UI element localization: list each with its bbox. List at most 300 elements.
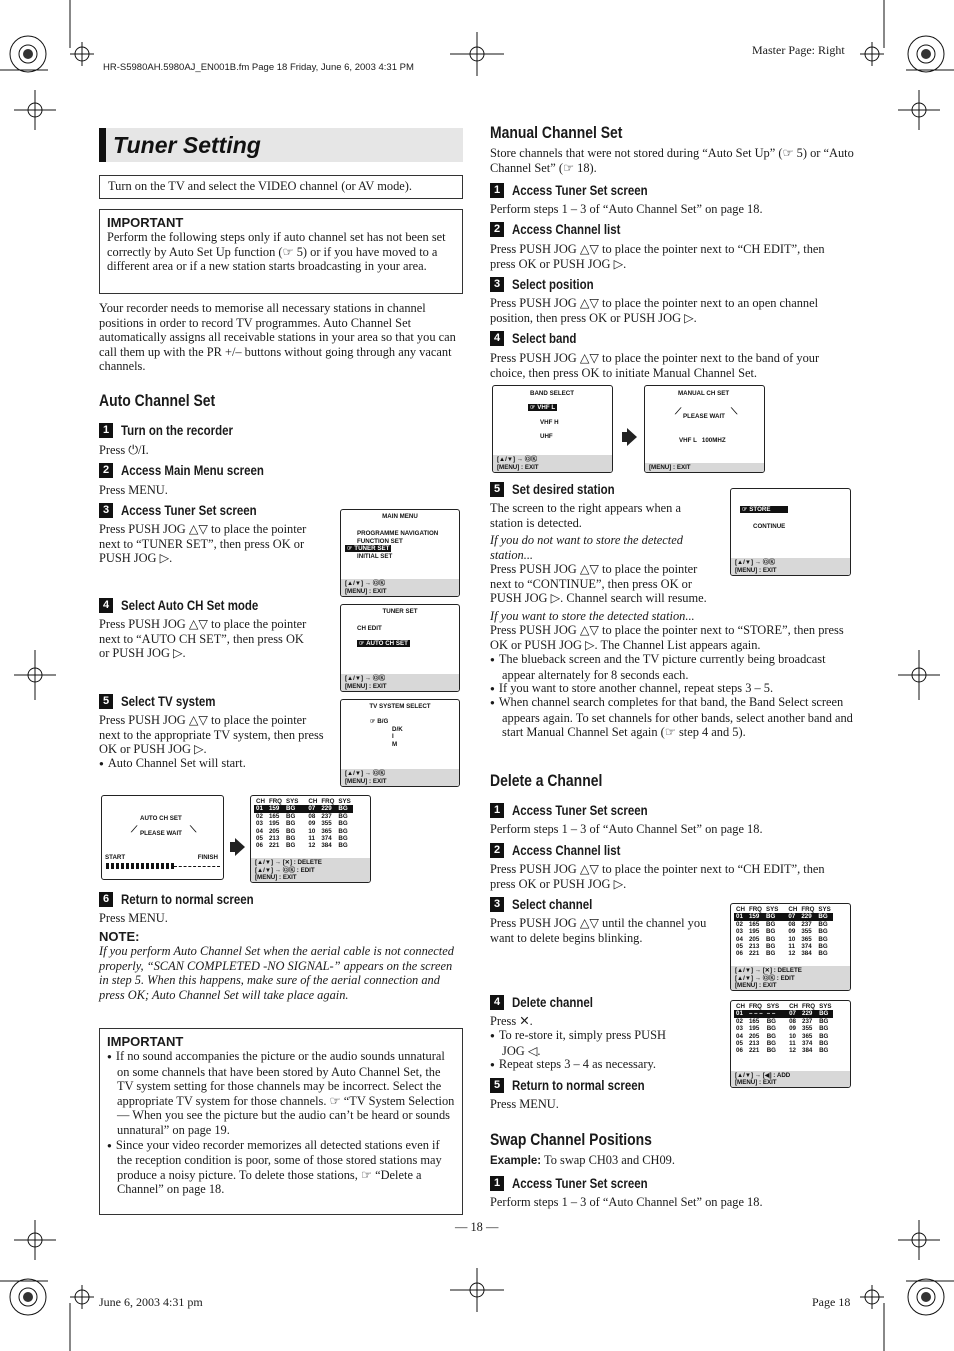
- continue-option: CONTINUE: [753, 523, 786, 530]
- table-cell: 355: [802, 1025, 813, 1033]
- table-cell: 02: [736, 920, 743, 928]
- table-cell: 237: [321, 812, 332, 820]
- pointer-icon: ☞: [742, 506, 748, 513]
- note-text: If you perform Auto Channel Set when the aerial cable is not connected properly, “SCAN COMPLETED -NO SIGNAL-” appears on the screen in step 5. When this happens, make sure of the aerial connection and press OK; Auto Channel Set will take place again.: [99, 944, 454, 1002]
- delete-step-3-title: [490, 897, 607, 913]
- table-row: [734, 913, 833, 920]
- store-option: STORE: [749, 506, 771, 513]
- menu-item-auto-ch-set: AUTO CH SET: [366, 639, 408, 647]
- table-row: [734, 1010, 833, 1017]
- table-cell: 384: [321, 842, 332, 850]
- table-cell: – – –: [748, 1010, 763, 1018]
- table-cell: BG: [766, 1017, 776, 1025]
- menu-item-function-set: FUNCTION SET: [357, 537, 403, 545]
- band-vhf-h: VHF H: [540, 418, 559, 426]
- pointer-icon: ☞: [530, 404, 536, 411]
- step-label: Delete channel: [512, 995, 594, 1010]
- step-number: 4: [490, 331, 504, 346]
- band-uhf: UHF: [540, 433, 553, 440]
- manual-channel-set-heading: Manual Channel Set: [490, 123, 623, 142]
- manual-step-2-text: Press PUSH JOG △▽ to place the pointer next to “CH EDIT”, then press OK or PUSH JOG ▷.: [490, 242, 825, 271]
- col-ch: CH: [256, 798, 265, 805]
- progress-bar: [106, 863, 220, 869]
- auto-ch-set-screen: [101, 795, 224, 880]
- table-row: [254, 820, 353, 827]
- table-cell: 221: [268, 842, 280, 850]
- delete-step-2-text: Press PUSH JOG △▽ to place the pointer next to “CH EDIT”, then press OK or PUSH JOG ▷.: [490, 862, 825, 891]
- menu-item-ch-edit: CH EDIT: [357, 625, 382, 632]
- table-cell: 07: [300, 805, 319, 812]
- table-cell: BG: [338, 827, 348, 835]
- delete-step-3-text: Press PUSH JOG △▽ until the channel you want to delete begins blinking.: [490, 916, 707, 945]
- table-cell: 06: [256, 842, 263, 850]
- auto-step-3-title: [99, 503, 281, 519]
- table-cell: 365: [801, 935, 812, 943]
- screen-foot-nav: [▲/▼] → ⓄⓀ: [345, 770, 386, 777]
- table-cell: BG: [766, 1032, 776, 1040]
- auto-step-5-title: [99, 694, 232, 710]
- screen-title: TV SYSTEM SELECT: [369, 703, 431, 710]
- tv-system-select-screen: [340, 699, 460, 787]
- col-sys: SYS: [819, 1003, 832, 1010]
- important-box-2: [99, 1028, 463, 1215]
- table-cell: 365: [802, 1032, 813, 1040]
- table-cell: BG: [819, 1032, 829, 1040]
- table-cell: BG: [766, 1047, 776, 1055]
- table-cell: 03: [736, 1025, 743, 1033]
- page-number: — 18 —: [455, 1220, 499, 1234]
- table-cell: BG: [766, 935, 776, 943]
- step-label: Select band: [512, 331, 577, 346]
- swap-example: [490, 1153, 675, 1169]
- manual-step-1-title: [490, 183, 672, 199]
- manual-step-4-text: Press PUSH JOG △▽ to place the pointer next to the band of your choice, then press OK to initiate Manual Channel Set.: [490, 351, 820, 380]
- table-cell: 04: [256, 827, 263, 835]
- table-cell: BG: [766, 920, 776, 928]
- table-row: [734, 1033, 833, 1040]
- table-cell: 195: [748, 928, 760, 936]
- table-cell: 159: [267, 805, 284, 812]
- intro-box: [99, 175, 463, 199]
- channel-table-body: [734, 1010, 833, 1054]
- manual-step-2-title: [490, 222, 640, 238]
- table-cell: 384: [802, 1047, 813, 1055]
- table-cell: 229: [800, 1010, 817, 1017]
- channel-table-body: [254, 805, 353, 849]
- col-frq: FRQ: [748, 1003, 762, 1010]
- table-cell: 374: [801, 943, 812, 951]
- channel-table: [734, 906, 833, 958]
- table-cell: 10: [788, 935, 796, 943]
- table-cell: 165: [748, 920, 760, 928]
- step-label: Access Main Menu screen: [121, 463, 264, 478]
- table-cell: 04: [736, 935, 743, 943]
- table-cell: 195: [748, 1025, 760, 1033]
- step-label: Set desired station: [512, 482, 615, 497]
- table-cell: 07: [780, 913, 799, 920]
- delete-step-5-title: [490, 1078, 668, 1094]
- step-number: 3: [490, 897, 504, 912]
- table-cell: 384: [801, 950, 812, 958]
- screen-title: MAIN MENU: [382, 513, 418, 520]
- table-cell: 05: [736, 943, 743, 951]
- step-number: 2: [490, 843, 504, 858]
- table-cell: 03: [736, 928, 743, 936]
- screen-foot-exit: [MENU] : EXIT: [735, 1078, 777, 1086]
- table-cell: BG: [338, 842, 348, 850]
- table-cell: 374: [802, 1040, 813, 1048]
- step-number: 1: [490, 803, 504, 818]
- section-title-banner: [99, 128, 463, 162]
- screen-title: TUNER SET: [382, 608, 418, 615]
- delete-step-1-title: [490, 803, 672, 819]
- table-cell: BG: [286, 812, 296, 820]
- step-label: Access Tuner Set screen: [121, 503, 257, 518]
- table-cell: 12: [308, 842, 316, 850]
- table-cell: BG: [286, 842, 296, 850]
- table-cell: 355: [801, 928, 812, 936]
- table-row: [734, 928, 833, 935]
- table-row: [734, 936, 833, 943]
- pointer-icon: ☞: [370, 718, 376, 725]
- table-cell: BG: [818, 928, 828, 936]
- if-store-text: Press PUSH JOG △▽ to place the pointer next to “STORE”, then press OK or PUSH JOG ▷. The Channel List appears again.: [490, 623, 844, 652]
- table-row: [734, 1025, 833, 1032]
- manual-step-5-title: [490, 482, 633, 498]
- screen-foot-edit: [▲/▼] → ⓄⓀ : EDIT: [735, 974, 795, 982]
- table-cell: 09: [788, 928, 796, 936]
- step-label: Access Channel list: [512, 222, 621, 237]
- step-label: Access Tuner Set screen: [512, 803, 648, 818]
- screen-foot-nav: [▲/▼] → ⓄⓀ: [345, 580, 386, 587]
- tv-system-m: M: [392, 740, 398, 748]
- table-row: [254, 842, 353, 849]
- delete-step-4-title: [490, 995, 607, 1011]
- footer-date: June 6, 2003 4:31 pm: [99, 1295, 203, 1309]
- table-cell: 11: [308, 835, 315, 843]
- col-frq: FRQ: [748, 906, 762, 913]
- screen-foot-exit: [MENU] : EXIT: [345, 682, 387, 690]
- table-cell: 05: [256, 835, 263, 843]
- page-title: Tuner Setting: [113, 132, 261, 158]
- step-label: Access Tuner Set screen: [512, 183, 648, 198]
- table-cell: 05: [736, 1040, 743, 1048]
- delete-step-2-title: [490, 843, 640, 859]
- tv-system-bg: B/G: [377, 718, 389, 725]
- swap-step-1-text: Perform steps 1 – 3 of “Auto Channel Set” on page 18.: [490, 1195, 763, 1209]
- table-cell: 237: [801, 920, 812, 928]
- arrow-right-icon: [627, 428, 637, 446]
- screen-foot-exit: [MENU] : EXIT: [255, 873, 297, 881]
- screen-foot-exit: [MENU] : EXIT: [735, 981, 777, 989]
- tv-system-dk: D/K: [392, 725, 403, 733]
- manual-step-3-text: Press PUSH JOG △▽ to place the pointer next to an open channel position, then press OK or PUSH JOG ▷.: [490, 296, 819, 325]
- table-row: [734, 921, 833, 928]
- important-text: Perform the following steps only if auto channel set has not been set correctly by Auto Set Up function (☞ 5) or if you have moved to a different area or if a new station starts broadcasting in your area.: [107, 230, 446, 274]
- title-stripe: [99, 128, 106, 162]
- wait-bracket-left-icon: ⟋: [131, 824, 138, 834]
- col-sys: SYS: [286, 798, 299, 805]
- example-label: Example:: [490, 1155, 542, 1167]
- table-cell: 06: [736, 1047, 743, 1055]
- step-number: 5: [99, 694, 113, 709]
- manual-ch-set-screen: [644, 385, 765, 473]
- step-label: Return to normal screen: [512, 1078, 645, 1093]
- screen-foot-nav: [▲/▼] → ⓄⓀ: [497, 456, 538, 463]
- important-bullet-2: ● Since your video recorder memorizes all detected stations even if the reception condition is poor, some of those stored stations may produce a noisy picture. To delete those stations, ☞ “Delete a Channel” on page 18.: [107, 1138, 455, 1197]
- step-label: Select Auto CH Set mode: [121, 598, 259, 613]
- table-cell: BG: [286, 820, 296, 828]
- table-cell: 205: [268, 827, 280, 835]
- table-row: [734, 1040, 833, 1047]
- table-cell: 02: [736, 1017, 743, 1025]
- table-row: [734, 950, 833, 957]
- table-row: [254, 828, 353, 835]
- delete-bullet-1: ● To re-store it, simply press PUSH JOG ◁.: [490, 1028, 690, 1058]
- step-number: 6: [99, 892, 113, 907]
- screen-title: MANUAL CH SET: [678, 390, 730, 397]
- table-cell: 237: [802, 1017, 813, 1025]
- auto-step-3-text: Press PUSH JOG △▽ to place the pointer next to “TUNER SET”, then press OK or PUSH JOG ▷.: [99, 522, 307, 566]
- table-cell: 08: [308, 812, 316, 820]
- table-cell: 213: [268, 835, 280, 843]
- important-heading: IMPORTANT: [107, 1034, 184, 1049]
- col-ch: CH: [736, 1003, 745, 1010]
- channel-table-body: [734, 913, 833, 957]
- table-cell: BG: [818, 950, 828, 958]
- step-label: Select position: [512, 277, 594, 292]
- table-cell: BG: [336, 805, 352, 812]
- table-cell: 01: [734, 913, 747, 920]
- table-cell: 165: [268, 812, 280, 820]
- table-cell: 08: [788, 920, 796, 928]
- table-row: [734, 943, 833, 950]
- table-cell: BG: [766, 1040, 776, 1048]
- table-cell: 374: [321, 835, 332, 843]
- auto-step-2-title: [99, 463, 289, 479]
- band-vhf-l: VHF L: [537, 404, 556, 411]
- table-cell: 06: [736, 950, 743, 958]
- arrow-right-icon: [235, 838, 245, 856]
- step-number: 3: [99, 503, 113, 518]
- screen-foot-exit: [MENU] : EXIT: [735, 566, 777, 574]
- table-cell: BG: [286, 835, 296, 843]
- menu-item-tuner-set: TUNER SET: [354, 545, 390, 552]
- table-cell: 205: [748, 935, 760, 943]
- delete-step-4-text: Press ✕.: [490, 1014, 533, 1028]
- step-label: Return to normal screen: [121, 892, 254, 907]
- step-number: 2: [99, 463, 113, 478]
- table-cell: 07: [781, 1010, 800, 1017]
- table-cell: BG: [764, 913, 780, 920]
- screen-foot-add: [▲/▼] → [◀] : ADD: [735, 1071, 791, 1079]
- if-not-store-heading: If you do not want to store the detected station...: [490, 533, 683, 562]
- important-box-1: [99, 209, 463, 294]
- band-select-screen: [492, 385, 613, 473]
- swap-step-1-title: [490, 1176, 672, 1192]
- delete-bullet-2: ● Repeat steps 3 – 4 as necessary.: [490, 1057, 656, 1073]
- screen-foot-exit: [MENU] : EXIT: [497, 463, 539, 471]
- finish-label: FINISH: [197, 854, 218, 861]
- step-number: 4: [99, 598, 113, 613]
- table-cell: 12: [789, 1047, 796, 1055]
- table-cell: 213: [748, 1040, 760, 1048]
- table-cell: 229: [799, 913, 816, 920]
- table-cell: BG: [819, 1017, 829, 1025]
- table-cell: 04: [736, 1032, 743, 1040]
- step-label: Select TV system: [121, 694, 216, 709]
- step-label: Select channel: [512, 897, 593, 912]
- channel-list-screen-auto: [250, 795, 371, 883]
- auto-step-5-text: Press PUSH JOG △▽ to place the pointer next to the appropriate TV system, then press OK or PUSH JOG ▷.: [99, 713, 324, 757]
- channel-table-header: [254, 798, 353, 805]
- table-cell: 221: [748, 950, 760, 958]
- col-sys: SYS: [766, 906, 779, 913]
- channel-list-screen-select: [730, 903, 851, 991]
- table-cell: BG: [338, 835, 348, 843]
- note-heading: NOTE:: [99, 929, 140, 944]
- screen-foot-exit: [MENU] : EXIT: [345, 777, 387, 785]
- table-cell: 08: [789, 1017, 796, 1025]
- table-row: [734, 1018, 833, 1025]
- table-cell: BG: [766, 943, 776, 951]
- screen-foot-delete: [▲/▼] → [✕] : DELETE: [255, 859, 322, 867]
- col-frq: FRQ: [268, 798, 282, 805]
- progress-bar-empty: [174, 866, 220, 867]
- if-store-heading: If you want to store the detected station...: [490, 609, 695, 623]
- table-cell: 12: [788, 950, 796, 958]
- tuner-set-screen: [340, 604, 460, 692]
- table-cell: 11: [789, 1040, 796, 1048]
- example-text: To swap CH03 and CH09.: [544, 1153, 675, 1167]
- screen-foot-nav: [▲/▼] → ⓄⓀ: [345, 675, 386, 682]
- step-number: 5: [490, 482, 504, 497]
- table-cell: 10: [308, 827, 316, 835]
- menu-item-programme-navigation: PROGRAMME NAVIGATION: [357, 530, 439, 537]
- delete-step-1-text: Perform steps 1 – 3 of “Auto Channel Set” on page 18.: [490, 822, 763, 836]
- auto-step-6-text: Press MENU.: [99, 911, 168, 925]
- intro-text: Turn on the TV and select the VIDEO channel (or AV mode).: [108, 179, 412, 193]
- tv-system-i: I: [392, 733, 394, 740]
- swap-channel-heading: Swap Channel Positions: [490, 1130, 652, 1149]
- channel-table-header: [734, 906, 833, 913]
- master-page-label: Master Page: Right: [752, 43, 845, 57]
- important-bullet-1: ● If no sound accompanies the picture or the audio sounds unnatural on some channels that have been stored by Auto Channel Set, the TV system setting for those channels may be incorrect. Select the appropriate TV system for those channels. ☞ “TV System Selection — When you see the picture but the audio can’t be heard or sounds unnatural” on page 19.: [107, 1049, 455, 1138]
- screen-foot-nav: [▲/▼] → ⓄⓀ: [735, 559, 776, 566]
- col-frq: FRQ: [801, 906, 815, 913]
- band-frequency-readout: VHF L 100MHZ: [679, 437, 726, 444]
- table-cell: BG: [766, 950, 776, 958]
- table-cell: BG: [817, 1010, 833, 1017]
- auto-step-1-title: [99, 423, 253, 439]
- table-cell: 221: [748, 1047, 760, 1055]
- col-sys: SYS: [338, 798, 351, 805]
- intro-paragraph: Your recorder needs to memorise all necessary stations in channel positions in order to record TV programmes. Auto Channel Set automatically assigns all receivable stations in your area so that you can call them up with the PR +/– buttons without going through any vacant channels.: [99, 301, 456, 374]
- footer-page-label: Page 18: [812, 1295, 851, 1309]
- wait-bracket-right-icon: ⟍: [190, 824, 197, 834]
- table-cell: 229: [319, 805, 336, 812]
- channel-table: [734, 1003, 833, 1055]
- please-wait-text: PLEASE WAIT: [683, 413, 725, 420]
- progress-bar-fill: [106, 863, 174, 869]
- table-cell: 09: [308, 820, 316, 828]
- step-label: Turn on the recorder: [121, 423, 234, 438]
- screen-foot-exit: [MENU] : EXIT: [345, 587, 387, 595]
- pointer-icon: ☞: [359, 639, 365, 647]
- table-cell: – –: [765, 1010, 781, 1017]
- table-cell: 165: [748, 1017, 760, 1025]
- if-not-store-body: Press PUSH JOG △▽ to place the pointer next to “CONTINUE”, then press OK or PUSH JOG ▷. Channel search will resume.: [490, 562, 707, 606]
- col-ch: CH: [736, 906, 745, 913]
- table-cell: 11: [788, 943, 795, 951]
- table-cell: 01: [254, 805, 267, 812]
- table-cell: BG: [766, 928, 776, 936]
- table-cell: 205: [748, 1032, 760, 1040]
- table-cell: 09: [789, 1025, 796, 1033]
- important-heading: IMPORTANT: [107, 215, 184, 230]
- auto-channel-set-heading: Auto Channel Set: [99, 391, 216, 410]
- col-frq: FRQ: [321, 798, 335, 805]
- store-continue-screen: [730, 488, 851, 576]
- step-number: 1: [490, 183, 504, 198]
- manual-bullet-3: ● When channel search completes for that band, the Band Select screen appears again. To set channels for other bands, select another band and start Manual Channel Set again (☞ step 4 and 5).: [490, 695, 855, 740]
- table-cell: BG: [766, 1025, 776, 1033]
- table-cell: 213: [748, 943, 760, 951]
- auto-step-1-text: Press ⏻/I.: [99, 443, 149, 457]
- table-cell: 02: [256, 812, 263, 820]
- manual-bullet-2: ● If you want to store another channel, repeat steps 3 – 5.: [490, 681, 855, 697]
- start-label: START: [105, 854, 126, 861]
- screen-title: AUTO CH SET: [140, 815, 182, 822]
- col-ch: CH: [789, 1003, 799, 1010]
- screen-foot-edit: [▲/▼] → ⓄⓀ : EDIT: [255, 866, 315, 874]
- auto-step-6-title: [99, 892, 277, 908]
- manual-bullet-1: ● The blueback screen and the TV picture currently being broadcast appear alternately for 8 seconds each.: [490, 652, 855, 682]
- table-row: [254, 835, 353, 842]
- auto-step-5-bullet: ● Auto Channel Set will start.: [99, 756, 246, 772]
- table-cell: 159: [747, 913, 764, 920]
- auto-step-2-text: Press MENU.: [99, 483, 168, 497]
- table-cell: BG: [286, 827, 296, 835]
- table-cell: 355: [321, 820, 332, 828]
- channel-table: [254, 798, 353, 850]
- pointer-icon: ☞: [347, 545, 353, 552]
- table-cell: BG: [284, 805, 300, 812]
- channel-list-screen-deleted: [730, 1000, 851, 1088]
- step-number: 4: [490, 995, 504, 1010]
- main-menu-screen: [340, 509, 460, 597]
- col-sys: SYS: [818, 906, 831, 913]
- channel-table-header: [734, 1003, 833, 1010]
- step-number: 1: [490, 1176, 504, 1191]
- table-cell: 365: [321, 827, 332, 835]
- auto-step-4-text: Press PUSH JOG △▽ to place the pointer next to “AUTO CH SET”, then press OK or PUSH JOG ▷.: [99, 617, 307, 661]
- delete-step-5-text: Press MENU.: [490, 1097, 559, 1111]
- table-cell: 195: [268, 820, 280, 828]
- table-row: [254, 805, 353, 812]
- delete-channel-heading: Delete a Channel: [490, 771, 603, 790]
- table-cell: BG: [819, 1047, 829, 1055]
- menu-item-initial-set: INITIAL SET: [357, 552, 393, 560]
- please-wait-text: PLEASE WAIT: [140, 830, 182, 837]
- table-cell: BG: [819, 1025, 829, 1033]
- table-row: [254, 813, 353, 820]
- file-info-line: HR-S5980AH.5980AJ_EN001B.fm Page 18 Friday, June 6, 2003 4:31 PM: [103, 62, 414, 73]
- table-cell: 03: [256, 820, 263, 828]
- step-label: Access Tuner Set screen: [512, 1176, 648, 1191]
- col-ch: CH: [308, 798, 318, 805]
- table-cell: 01: [734, 1010, 747, 1017]
